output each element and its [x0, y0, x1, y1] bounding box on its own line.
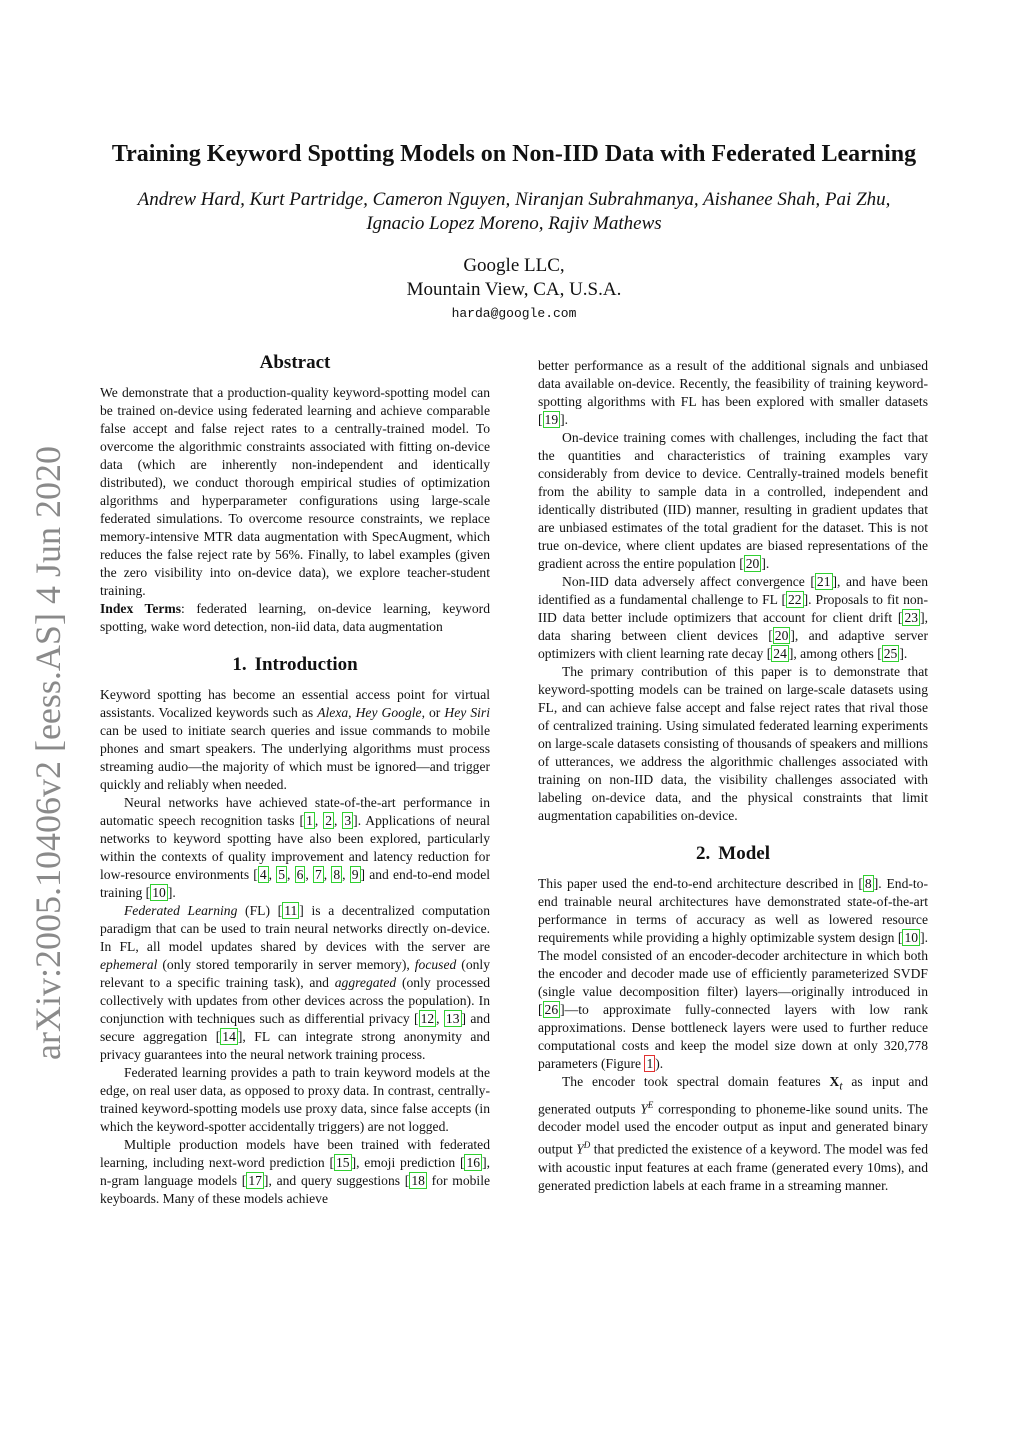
emphasis-term: aggregated: [334, 975, 397, 990]
keyword-example: Hey Siri: [444, 705, 490, 720]
text-run: This paper used the end-to-end architecture described in [: [538, 876, 863, 891]
text-run: (only processed collectively with updates from other devices across the population). In conjunction with techniques such as differential privacy [: [100, 975, 490, 1026]
citation-link[interactable]: 17: [248, 1173, 262, 1188]
text-run: can be used to initiate search queries and issue commands to mobile phones and smart speakers. The underlying algorithms must process streaming audio—the majority of which must be ignored—and trigger quickly and reliably when needed.: [100, 723, 490, 792]
author-email[interactable]: harda@google.com: [451, 306, 577, 321]
intro-paragraph-1: [100, 686, 490, 794]
citation-link[interactable]: 23: [904, 610, 919, 625]
index-terms-list: : federated learning, on-device learning, keyword spotting, wake word detection, non-iid data, data augmentation: [100, 601, 490, 634]
section-title: Model: [718, 843, 770, 864]
intro-paragraph-7: [538, 573, 928, 663]
arxiv-identifier: arXiv:2005.10406v2 [eess.AS] 4 Jun 2020: [28, 446, 68, 1060]
citation-link[interactable]: 1: [306, 813, 313, 828]
keyword-example: Alexa: [317, 705, 349, 720]
text-run: ,: [305, 867, 313, 882]
text-run: ], emoji prediction [: [351, 1155, 465, 1170]
section-title: Introduction: [254, 654, 358, 675]
intro-paragraph-6: [538, 429, 928, 573]
citation-link[interactable]: 25: [883, 646, 898, 661]
affiliation-location: Mountain View, CA, U.S.A.: [406, 279, 622, 300]
intro-paragraph-3: [100, 902, 490, 1064]
keyword-example: Hey Google: [355, 705, 422, 720]
affiliation-org: Google LLC,: [463, 255, 565, 276]
math-subscript: t: [839, 1080, 843, 1093]
intro-paragraph-2: [100, 794, 490, 902]
emphasis-term: Federated Learning: [124, 903, 238, 918]
citation-link[interactable]: 11: [284, 903, 298, 918]
text-run: ,: [342, 867, 350, 882]
intro-paragraph-5-continued: [538, 357, 928, 429]
citation-link[interactable]: 8: [864, 876, 872, 891]
text-run: ]. The model consisted of an encoder-decoder architecture in which both the encoder and decoder made use of efficiently parameterized SVDF (single value decomposition filter) layers—originally introduced in [: [538, 930, 928, 1017]
abstract-text: We demonstrate that a production-quality keyword-spotting model can be trained on-device using federated learning and achieve comparable false accept and false reject rates to a centrally-trained model. To overcome the algorithmic constraints associated with fitting on-device data (which are inherently non-independent and identically distributed), we conduct thorough empirical studies of optimization algorithms and hyperparameter configurations using large-scale federated simulations. To overcome resource constraints, we replace memory-intensive MTR data augmentation with SpecAugment, which reduces the false reject rate by 56%. Finally, to label examples (given the zero visibility into on-device data), we explore teacher-student training.: [100, 385, 490, 598]
citation-link[interactable]: 10: [904, 930, 919, 945]
intro-paragraph-8: The primary contribution of this paper is to demonstrate that keyword-spotting models can be trained on large-scale datasets using FL, and can achieve false accept and false reject rates that rival those of centralized training. Using simulated federated learning experiments on large-scale datasets consisting of thousands of speakers and millions of utterances, we address the algorithmic challenges associated with training on non-IID data, the visibility challenges associated with labeling on-device data, and the physical constraints that limit augmentation capabilities on-device.: [538, 664, 928, 823]
section-heading-introduction: [100, 652, 490, 678]
index-terms: [100, 600, 490, 636]
text-run: that predicted the existence of a keyword. The model was fed with acoustic input features at each frame (generated every 10ms), and generated prediction labels at each frame in a streaming manner.: [538, 1141, 929, 1193]
model-paragraph-1: [538, 875, 928, 1073]
text-run: as input and generated outputs: [538, 1074, 929, 1117]
text-run: ], and query suggestions [: [263, 1173, 410, 1188]
text-run: , or: [421, 705, 445, 720]
text-run: ].: [899, 646, 908, 661]
text-run: ], data sharing between client devices [: [538, 610, 928, 643]
section-number: 1.: [232, 654, 247, 675]
figure-link[interactable]: 1: [646, 1056, 654, 1071]
text-run: ], and adaptive server optimizers with client learning rate decay [: [538, 628, 928, 661]
text-run: ].: [167, 885, 176, 900]
citation-link[interactable]: 10: [152, 885, 166, 900]
text-run: ] and secure aggregation [: [100, 1011, 490, 1044]
text-run-continues-right-column: for mobile keyboards. Many of these models achieve: [100, 1173, 491, 1206]
text-run: Multiple production models have been trained with federated learning, including next-word prediction [: [100, 1137, 490, 1170]
math-symbol: Y: [576, 1141, 584, 1157]
citation-link[interactable]: 19: [544, 412, 559, 427]
text-run: ], n-gram language models [: [100, 1155, 490, 1188]
text-run: ).: [655, 1056, 664, 1071]
emphasis-term: ephemeral: [100, 957, 158, 972]
model-paragraph-2: [538, 1073, 928, 1195]
citation-link[interactable]: 4: [259, 867, 267, 882]
citation-link[interactable]: 5: [278, 867, 285, 882]
text-run: ] is a decentralized computation paradigm that can be used to train neural networks directly on-device. In FL, all model updates shared by devices with the server are: [100, 903, 490, 954]
text-run: ], FL can integrate strong anonymity and privacy guarantees into the neural network training process.: [100, 1029, 490, 1062]
text-run: (only stored temporarily in server memory),: [157, 957, 415, 972]
citation-link[interactable]: 15: [335, 1155, 350, 1170]
intro-paragraph-5: [100, 1136, 490, 1208]
text-run: ]—to approximate fully-connected layers with low rank approximations. Dense bottleneck layers were used to further reduce computational costs and keep the model size down at only 320,778 parameters (Figure: [538, 1002, 928, 1071]
citation-link[interactable]: 9: [351, 867, 359, 882]
text-run: ].: [761, 556, 770, 571]
citation-link[interactable]: 26: [544, 1002, 559, 1017]
text-run: ].: [560, 412, 569, 427]
left-column: [100, 350, 490, 1208]
citation-link[interactable]: 13: [445, 1011, 460, 1026]
author-list: [90, 188, 938, 236]
text-run: Keyword spotting has become an essential access point for virtual assistants. Vocalized keywords such as: [100, 687, 490, 720]
text-run: ,: [268, 867, 277, 882]
text-run: ] and end-to-end model training [: [100, 867, 491, 900]
citation-link[interactable]: 21: [816, 574, 831, 589]
text-run: The encoder took spectral domain features: [562, 1074, 830, 1089]
citation-link[interactable]: 20: [745, 556, 760, 571]
citation-link[interactable]: 2: [325, 813, 333, 828]
text-run: better performance as a result of the additional signals and unbiased data available on-device. Recently, the feasibility of training keyword-spotting algorithms with FL has been explored with smaller datasets [: [538, 358, 928, 427]
text-run: corresponding to phoneme-like sound units. The decoder model used the encoder output as input and generated binary output: [538, 1101, 928, 1157]
emphasis-term: focused: [414, 957, 457, 972]
author-line-1: Andrew Hard, Kurt Partridge, Cameron Nguyen, Niranjan Subrahmanya, Aishanee Shah, Pai Zhu,: [137, 189, 891, 210]
paper-title: Training Keyword Spotting Models on Non-IID Data with Federated Learning: [111, 141, 917, 167]
text-run: (only relevant to a specific training task), and: [100, 957, 490, 990]
math-superscript: D: [583, 1140, 591, 1151]
math-symbol: X: [829, 1074, 840, 1089]
index-terms-label: Index Terms: [100, 601, 182, 616]
author-line-2: Ignacio Lopez Moreno, Rajiv Mathews: [366, 213, 662, 234]
citation-link[interactable]: 16: [466, 1155, 481, 1170]
text-run: Neural networks have achieved state-of-the-art performance in automatic speech recognition tasks [: [100, 795, 490, 828]
section-heading-model: [538, 841, 928, 867]
text-run: (FL) [: [237, 903, 283, 918]
text-run: ], and have been identified as a fundamental challenge to FL [: [538, 574, 929, 607]
citation-link[interactable]: 7: [314, 867, 322, 882]
text-run: On-device training comes with challenges, including the fact that the quantities and characteristics of training examples vary considerably from device to device. Centrally-trained models benefit from the ability to sample data in a controlled, independent and identically distributed (IID) manner, resulting in gradient updates that are unbiased estimates of the total gradient for the dataset. This is not true on-device, where client updates are biased representations of the gradient across the entire population [: [538, 430, 928, 571]
text-run: ,: [348, 705, 356, 720]
text-run: ]. Applications of neural networks to keyword spotting have also been explored, particularly within the contexts of quality improvement and latency reduction for low-resource environments [: [100, 813, 490, 882]
citation-link[interactable]: 20: [774, 628, 789, 643]
intro-paragraph-4: Federated learning provides a path to train keyword models at the edge, on real user data, as opposed to proxy data. In contrast, centrally-trained keyword-spotting models use proxy data, since false accepts (in which the keyword-spotter accidentally triggers) are not logged.: [100, 1065, 490, 1134]
text-run: ]. Proposals to fit non-IID data better include optimizers that account for client drift [: [538, 592, 928, 625]
text-run: ], among others [: [788, 646, 882, 661]
citation-link[interactable]: 6: [296, 867, 304, 882]
citation-link[interactable]: 24: [773, 646, 787, 661]
citation-link[interactable]: 3: [344, 813, 352, 828]
citation-link[interactable]: 18: [411, 1173, 425, 1188]
right-column: [538, 357, 928, 1195]
text-run: ,: [314, 813, 324, 828]
text-run: Non-IID data adversely affect convergence [: [562, 574, 815, 589]
math-superscript: E: [647, 1099, 654, 1110]
affiliation: [200, 254, 828, 302]
text-run: ,: [334, 813, 343, 828]
text-run: ,: [436, 1011, 444, 1026]
citation-link[interactable]: 14: [222, 1029, 236, 1044]
citation-link[interactable]: 22: [788, 592, 802, 607]
text-run: ,: [323, 867, 332, 882]
citation-link[interactable]: 12: [420, 1011, 435, 1026]
text-run: ,: [287, 867, 295, 882]
abstract-heading: Abstract: [259, 352, 331, 373]
section-number: 2.: [696, 843, 711, 864]
text-run: ]. End-to-end trainable neural architectures have demonstrated state-of-the-art performance in terms of accuracy as well as lowered resource requirements while providing a highly optimizable system design [: [538, 876, 929, 945]
citation-link[interactable]: 8: [333, 867, 341, 882]
math-symbol: Y: [640, 1101, 648, 1117]
